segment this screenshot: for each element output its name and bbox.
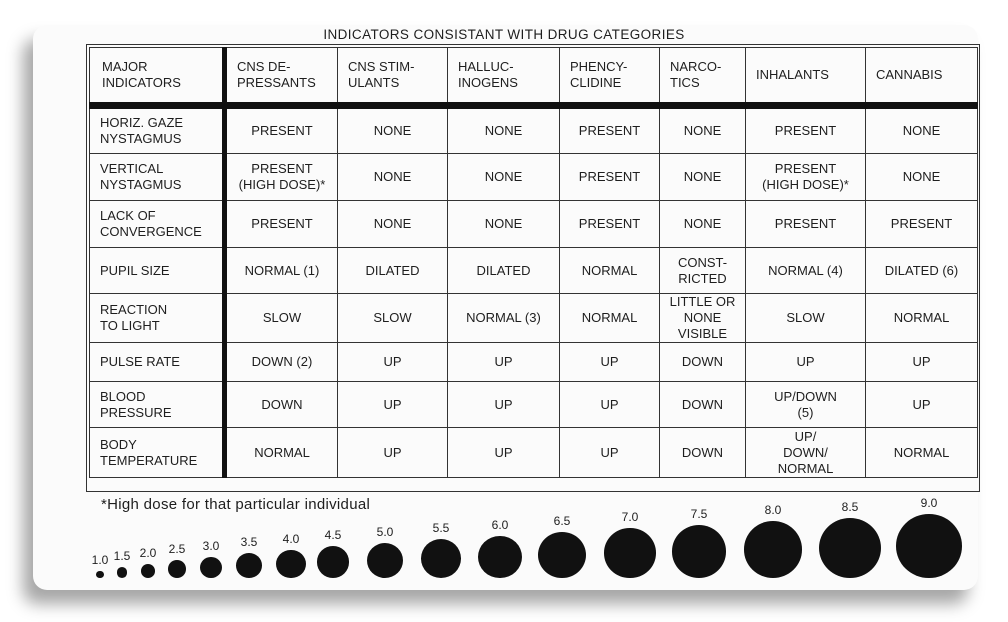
- table-cell: DOWN: [660, 343, 746, 382]
- pupil-size-label: 4.0: [282, 531, 300, 546]
- table-cell: PRESENT: [560, 154, 660, 201]
- pupil-size-label: 6.5: [553, 513, 571, 528]
- row-label: HORIZ. GAZE NYSTAGMUS: [90, 106, 225, 154]
- table-cell: NONE: [338, 201, 448, 248]
- table-cell: NONE: [866, 154, 978, 201]
- table-cell: UP: [448, 428, 560, 478]
- pupil-size-label: 8.5: [841, 499, 859, 514]
- table-cell: PRESENT: [866, 201, 978, 248]
- table-cell: NORMAL: [560, 248, 660, 294]
- table-cell: NORMAL: [225, 428, 338, 478]
- table-cell: NONE: [660, 154, 746, 201]
- column-header: INHALANTS: [746, 48, 866, 106]
- pupil-size-label: 5.0: [376, 524, 394, 539]
- pupil-size-dot: [168, 560, 186, 578]
- pupil-size-dot: [276, 550, 305, 578]
- row-label: BODY TEMPERATURE: [90, 428, 225, 478]
- pupil-size-label: 8.0: [764, 503, 782, 518]
- table-cell: PRESENT: [560, 106, 660, 154]
- row-label: LACK OF CONVERGENCE: [90, 201, 225, 248]
- table-cell: SLOW: [338, 294, 448, 343]
- table-cell: DOWN: [660, 382, 746, 428]
- pupil-size-dot: [672, 525, 727, 578]
- pupil-size-dot: [421, 539, 461, 578]
- column-header: HALLUC- INOGENS: [448, 48, 560, 106]
- table-cell: UP: [560, 343, 660, 382]
- column-header: PHENCY- CLIDINE: [560, 48, 660, 106]
- table-cell: DILATED (6): [866, 248, 978, 294]
- table-row: [90, 154, 978, 201]
- pupil-size-dot: [604, 528, 655, 578]
- pupil-size-label: 9.0: [920, 496, 938, 511]
- pupil-size-dot: [478, 536, 522, 578]
- table-row: [90, 248, 978, 294]
- column-header: MAJOR INDICATORS: [90, 48, 225, 106]
- table-cell: DOWN: [660, 428, 746, 478]
- table-cell: CONST- RICTED: [660, 248, 746, 294]
- pupil-size-label: 7.0: [621, 510, 639, 525]
- row-label: VERTICAL NYSTAGMUS: [90, 154, 225, 201]
- table-cell: LITTLE OR NONE VISIBLE: [660, 294, 746, 343]
- pupil-size-dot: [367, 543, 404, 578]
- table-cell: NORMAL: [560, 294, 660, 343]
- table-cell: UP: [448, 343, 560, 382]
- table-cell: PRESENT: [560, 201, 660, 248]
- card-title: INDICATORS CONSISTANT WITH DRUG CATEGORIES: [323, 27, 685, 42]
- row-label: PUPIL SIZE: [90, 248, 225, 294]
- indicators-table-frame: [86, 44, 980, 492]
- row-label: BLOOD PRESSURE: [90, 382, 225, 428]
- column-header: CNS STIM- ULANTS: [338, 48, 448, 106]
- pupil-size-label: 7.5: [690, 506, 708, 521]
- table-cell: UP: [560, 428, 660, 478]
- table-cell: UP: [866, 382, 978, 428]
- table-cell: PRESENT: [225, 201, 338, 248]
- pupil-size-dot: [819, 518, 881, 578]
- pupil-size-label: 1.0: [91, 552, 109, 567]
- table-cell: PRESENT: [746, 201, 866, 248]
- table-cell: UP: [560, 382, 660, 428]
- pupil-size-label: 5.5: [432, 521, 450, 536]
- table-cell: NORMAL (3): [448, 294, 560, 343]
- table-cell: UP: [448, 382, 560, 428]
- table-cell: DOWN (2): [225, 343, 338, 382]
- table-row: [90, 382, 978, 428]
- pupil-size-label: 6.0: [491, 517, 509, 532]
- pupil-size-dot: [896, 514, 962, 578]
- table-cell: UP: [746, 343, 866, 382]
- table-cell: UP: [338, 343, 448, 382]
- pupil-size-dot: [141, 564, 156, 578]
- column-header: CANNABIS: [866, 48, 978, 106]
- table-cell: DOWN: [225, 382, 338, 428]
- pupil-size-dot: [744, 521, 802, 578]
- table-cell: NONE: [448, 154, 560, 201]
- table-cell: SLOW: [225, 294, 338, 343]
- pupil-size-label: 2.0: [139, 545, 157, 560]
- table-cell: NORMAL (1): [225, 248, 338, 294]
- table-cell: NONE: [866, 106, 978, 154]
- table-cell: NORMAL: [866, 428, 978, 478]
- table-cell: NORMAL (4): [746, 248, 866, 294]
- table-cell: PRESENT: [225, 106, 338, 154]
- table-cell: DILATED: [448, 248, 560, 294]
- indicators-table: [89, 47, 978, 478]
- pupil-size-label: 2.5: [168, 542, 186, 557]
- table-cell: NONE: [448, 201, 560, 248]
- table-cell: NONE: [660, 106, 746, 154]
- pupil-size-label: 3.5: [240, 535, 258, 550]
- table-cell: NONE: [338, 106, 448, 154]
- table-cell: NONE: [338, 154, 448, 201]
- header-row: [90, 48, 978, 106]
- row-label: PULSE RATE: [90, 343, 225, 382]
- table-cell: DILATED: [338, 248, 448, 294]
- table-cell: UP: [866, 343, 978, 382]
- table-row: [90, 201, 978, 248]
- column-header: CNS DE- PRESSANTS: [225, 48, 338, 106]
- table-cell: SLOW: [746, 294, 866, 343]
- table-cell: UP: [338, 428, 448, 478]
- table-cell: NONE: [660, 201, 746, 248]
- table-cell: NORMAL: [866, 294, 978, 343]
- table-cell: PRESENT (HIGH DOSE)*: [746, 154, 866, 201]
- footnote: *High dose for that particular individual: [101, 496, 371, 513]
- table-cell: UP/DOWN (5): [746, 382, 866, 428]
- pupil-size-label: 1.5: [113, 549, 131, 564]
- pupil-size-dot: [538, 532, 585, 578]
- pupil-size-label: 4.5: [324, 528, 342, 543]
- table-cell: UP/ DOWN/ NORMAL: [746, 428, 866, 478]
- pupil-size-dot: [96, 571, 103, 578]
- row-label: REACTION TO LIGHT: [90, 294, 225, 343]
- table-row: [90, 343, 978, 382]
- pupil-size-dot: [236, 553, 262, 578]
- pupil-size-dot: [200, 557, 222, 578]
- table-cell: PRESENT: [746, 106, 866, 154]
- table-cell: UP: [338, 382, 448, 428]
- pupil-size-dot: [317, 546, 350, 578]
- table-row: [90, 106, 978, 154]
- table-cell: PRESENT (HIGH DOSE)*: [225, 154, 338, 201]
- column-header: NARCO- TICS: [660, 48, 746, 106]
- table-cell: NONE: [448, 106, 560, 154]
- table-row: [90, 294, 978, 343]
- table-row: [90, 428, 978, 478]
- pupil-size-label: 3.0: [202, 538, 220, 553]
